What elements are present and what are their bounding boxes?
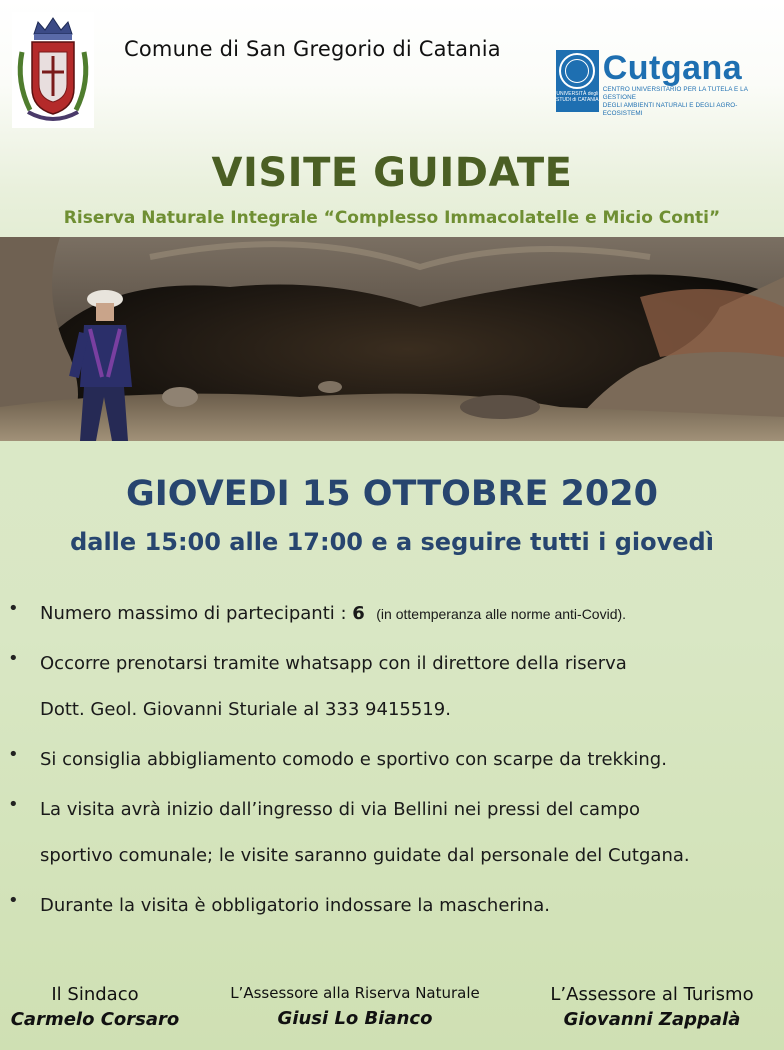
signature-role: Il Sindaco: [51, 984, 139, 1005]
cave-photo: [0, 237, 784, 441]
bullet-icon: •: [8, 890, 19, 911]
cutgana-logo: [556, 49, 770, 117]
signature-role: L’Assessore alla Riserva Naturale: [230, 984, 480, 1002]
booking-line-2: Dott. Geol. Giovanni Sturiale al 333 9415519.: [40, 699, 451, 720]
bullet-icon: •: [8, 794, 19, 815]
partner-description-line-1: CENTRO UNIVERSITARIO PER LA TUTELA E LA GESTIONE: [602, 86, 748, 101]
bullet-icon: •: [8, 598, 19, 619]
signature-role: L’Assessore al Turismo: [550, 984, 754, 1005]
event-time: dalle 15:00 alle 17:00 e a seguire tutti i giovedì: [70, 528, 714, 556]
event-date: GIOVEDI 15 OTTOBRE 2020: [126, 474, 658, 514]
signature-name: Giovanni Zappalà: [563, 1009, 741, 1030]
seal-text: UNIVERSITÀ degli STUDI di CATANIA: [556, 91, 599, 103]
participants-number: 6: [352, 603, 365, 624]
booking-line-1: Occorre prenotarsi tramite whatsapp con il direttore della riserva: [40, 653, 627, 674]
signature-reserve-councillor: [205, 984, 505, 1029]
page-subtitle: Riserva Naturale Integrale “Complesso Immacolatelle e Micio Conti”: [63, 208, 721, 228]
page-title: VISITE GUIDATE: [211, 150, 573, 196]
start-point-line-2: sportivo comunale; le visite saranno guidate dal personale del Cutgana.: [40, 845, 690, 866]
signature-tourism-councillor: [520, 984, 784, 1030]
partner-name: Cutgana: [602, 49, 743, 87]
municipality-name: Comune di San Gregorio di Catania: [124, 37, 501, 61]
signature-mayor: [0, 984, 190, 1030]
bullet-icon: •: [8, 648, 19, 669]
university-seal-icon: [556, 50, 599, 112]
signature-name: Giusi Lo Bianco: [277, 1008, 433, 1029]
bullet-icon: •: [8, 744, 19, 765]
start-point-line-1: La visita avrà inizio dall’ingresso di via Bellini nei pressi del campo: [40, 799, 641, 820]
clothing-advice: Si consiglia abbigliamento comodo e sportivo con scarpe da trekking.: [40, 749, 667, 770]
participants-label: Numero massimo di partecipanti :: [40, 603, 353, 624]
coat-of-arms-icon: [12, 12, 94, 128]
mask-requirement: Durante la visita è obbligatorio indossare la mascherina.: [40, 895, 550, 916]
signature-name: Carmelo Corsaro: [10, 1009, 180, 1030]
covid-note: (in ottemperanza alle norme anti-Covid).: [376, 606, 627, 622]
partner-description-line-2: DEGLI AMBIENTI NATURALI E DEGLI AGRO-ECOSISTEMI: [602, 102, 738, 117]
